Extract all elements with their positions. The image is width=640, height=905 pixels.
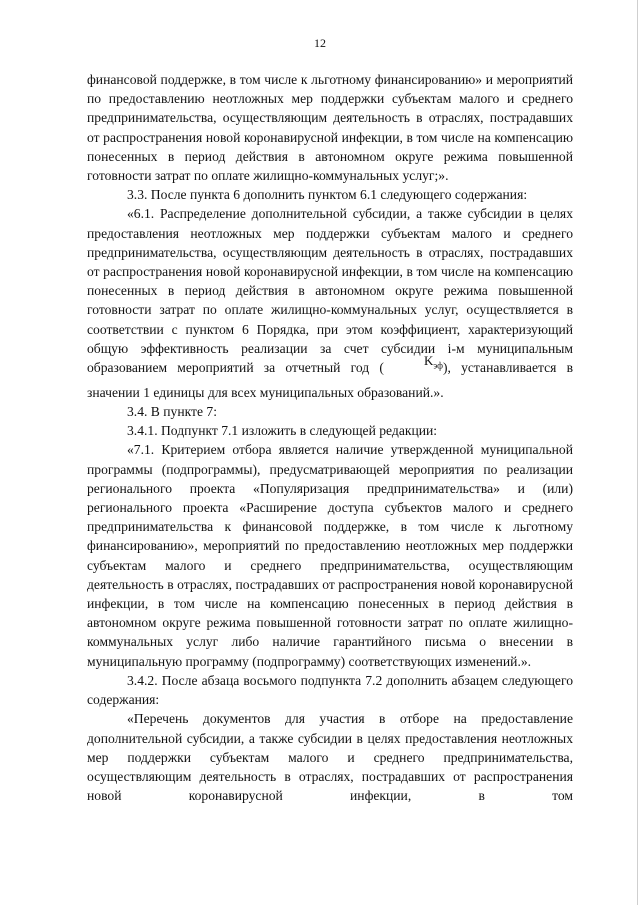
formula-symbol: K <box>423 353 434 369</box>
paragraph-3-3: 3.3. После пункта 6 дополнить пунктом 6.1 следующего содержания: <box>127 187 528 203</box>
paragraph-6-1-text: «6.1. Распределение дополнительной субсидии, а также субсидии в целях предоставления неотложных мер поддержки субъектам малого и среднего предпринимательства, осуществляющим деятельность в отраслях, пострадавших от распространения новой коронавирусной инфекции, в том числе на компенсацию понесенных в период действия в автономном округе режима повышенной готовности затрат по оплате жилищно-коммунальных услуг, осуществляется в соответствии с пунктом 6 Порядка, при этом коэффициент, характеризующий общую эффективность реализации за счет субсидии i-м муниципальным образованием мероприятий за отчетный год ( <box>87 206 573 376</box>
page-number: 12 <box>314 36 326 50</box>
formula-subscript: эф <box>433 360 443 371</box>
coefficient-formula <box>384 351 443 376</box>
paragraph-6-1-end: ), устанавливается в значении 1 единицы для всех муниципальных образований.». <box>87 360 573 400</box>
paragraph-3-4-1: 3.4.1. Подпункт 7.1 изложить в следующей редакции: <box>127 423 438 439</box>
page-edge <box>637 0 638 905</box>
paragraph-document-list: «Перечень документов для участия в отборе на предоставление дополнительной субсидии, а также субсидии в целях предоставления неотложных мер поддержки субъектам малого и среднего предпринимательства, осуществляющим деятельность в отраслях, пострадавших от распространения новой коронавирусной инфекции, в том <box>87 711 573 804</box>
paragraph-continuation: финансовой поддержке, в том числе к льготному финансированию» и мероприятий по предоставлению неотложных мер поддержки субъектам малого и среднего предпринимательства, осуществляющим деятельность в отраслях, пострадавших от распространения новой коронавирусной инфекции, в том числе на компенсацию понесенных в период действия в автономном округе режима повышенной готовности затрат по оплате жилищно-коммунальных услуг;». <box>87 72 573 184</box>
paragraph-3-4-2: 3.4.2. После абзаца восьмого подпункта 7.2 дополнить абзацем следующего содержания: <box>87 672 573 708</box>
paragraph-3-4: 3.4. В пункте 7: <box>127 404 217 420</box>
paragraph-7-1: «7.1. Критерием отбора является наличие утвержденной муниципальной программы (подпрограммы), предусматривающей мероприятия по реализации регионального проекта «Популяризация предпринимательства» и (или) регионального проекта «Расширение доступа субъектов малого и среднего предпринимательства к финансовой поддержке, в том числе к льготному финансированию», мероприятий по предоставлению неотложных мер поддержки субъектам малого и среднего предпринимательства, осуществляющим деятельность в отраслях, пострадавших от распространения новой коронавирусной инфекции, в том числе на компенсацию понесенных в период действия в автономном округе режима повышенной готовности затрат по оплате жилищно-коммунальных услуг либо наличие гарантийного письма о внесении в муниципальную программу (подпрограмму) соответствующих изменений.». <box>87 442 573 669</box>
paragraph-6-1 <box>87 204 573 402</box>
document-body <box>87 70 573 805</box>
